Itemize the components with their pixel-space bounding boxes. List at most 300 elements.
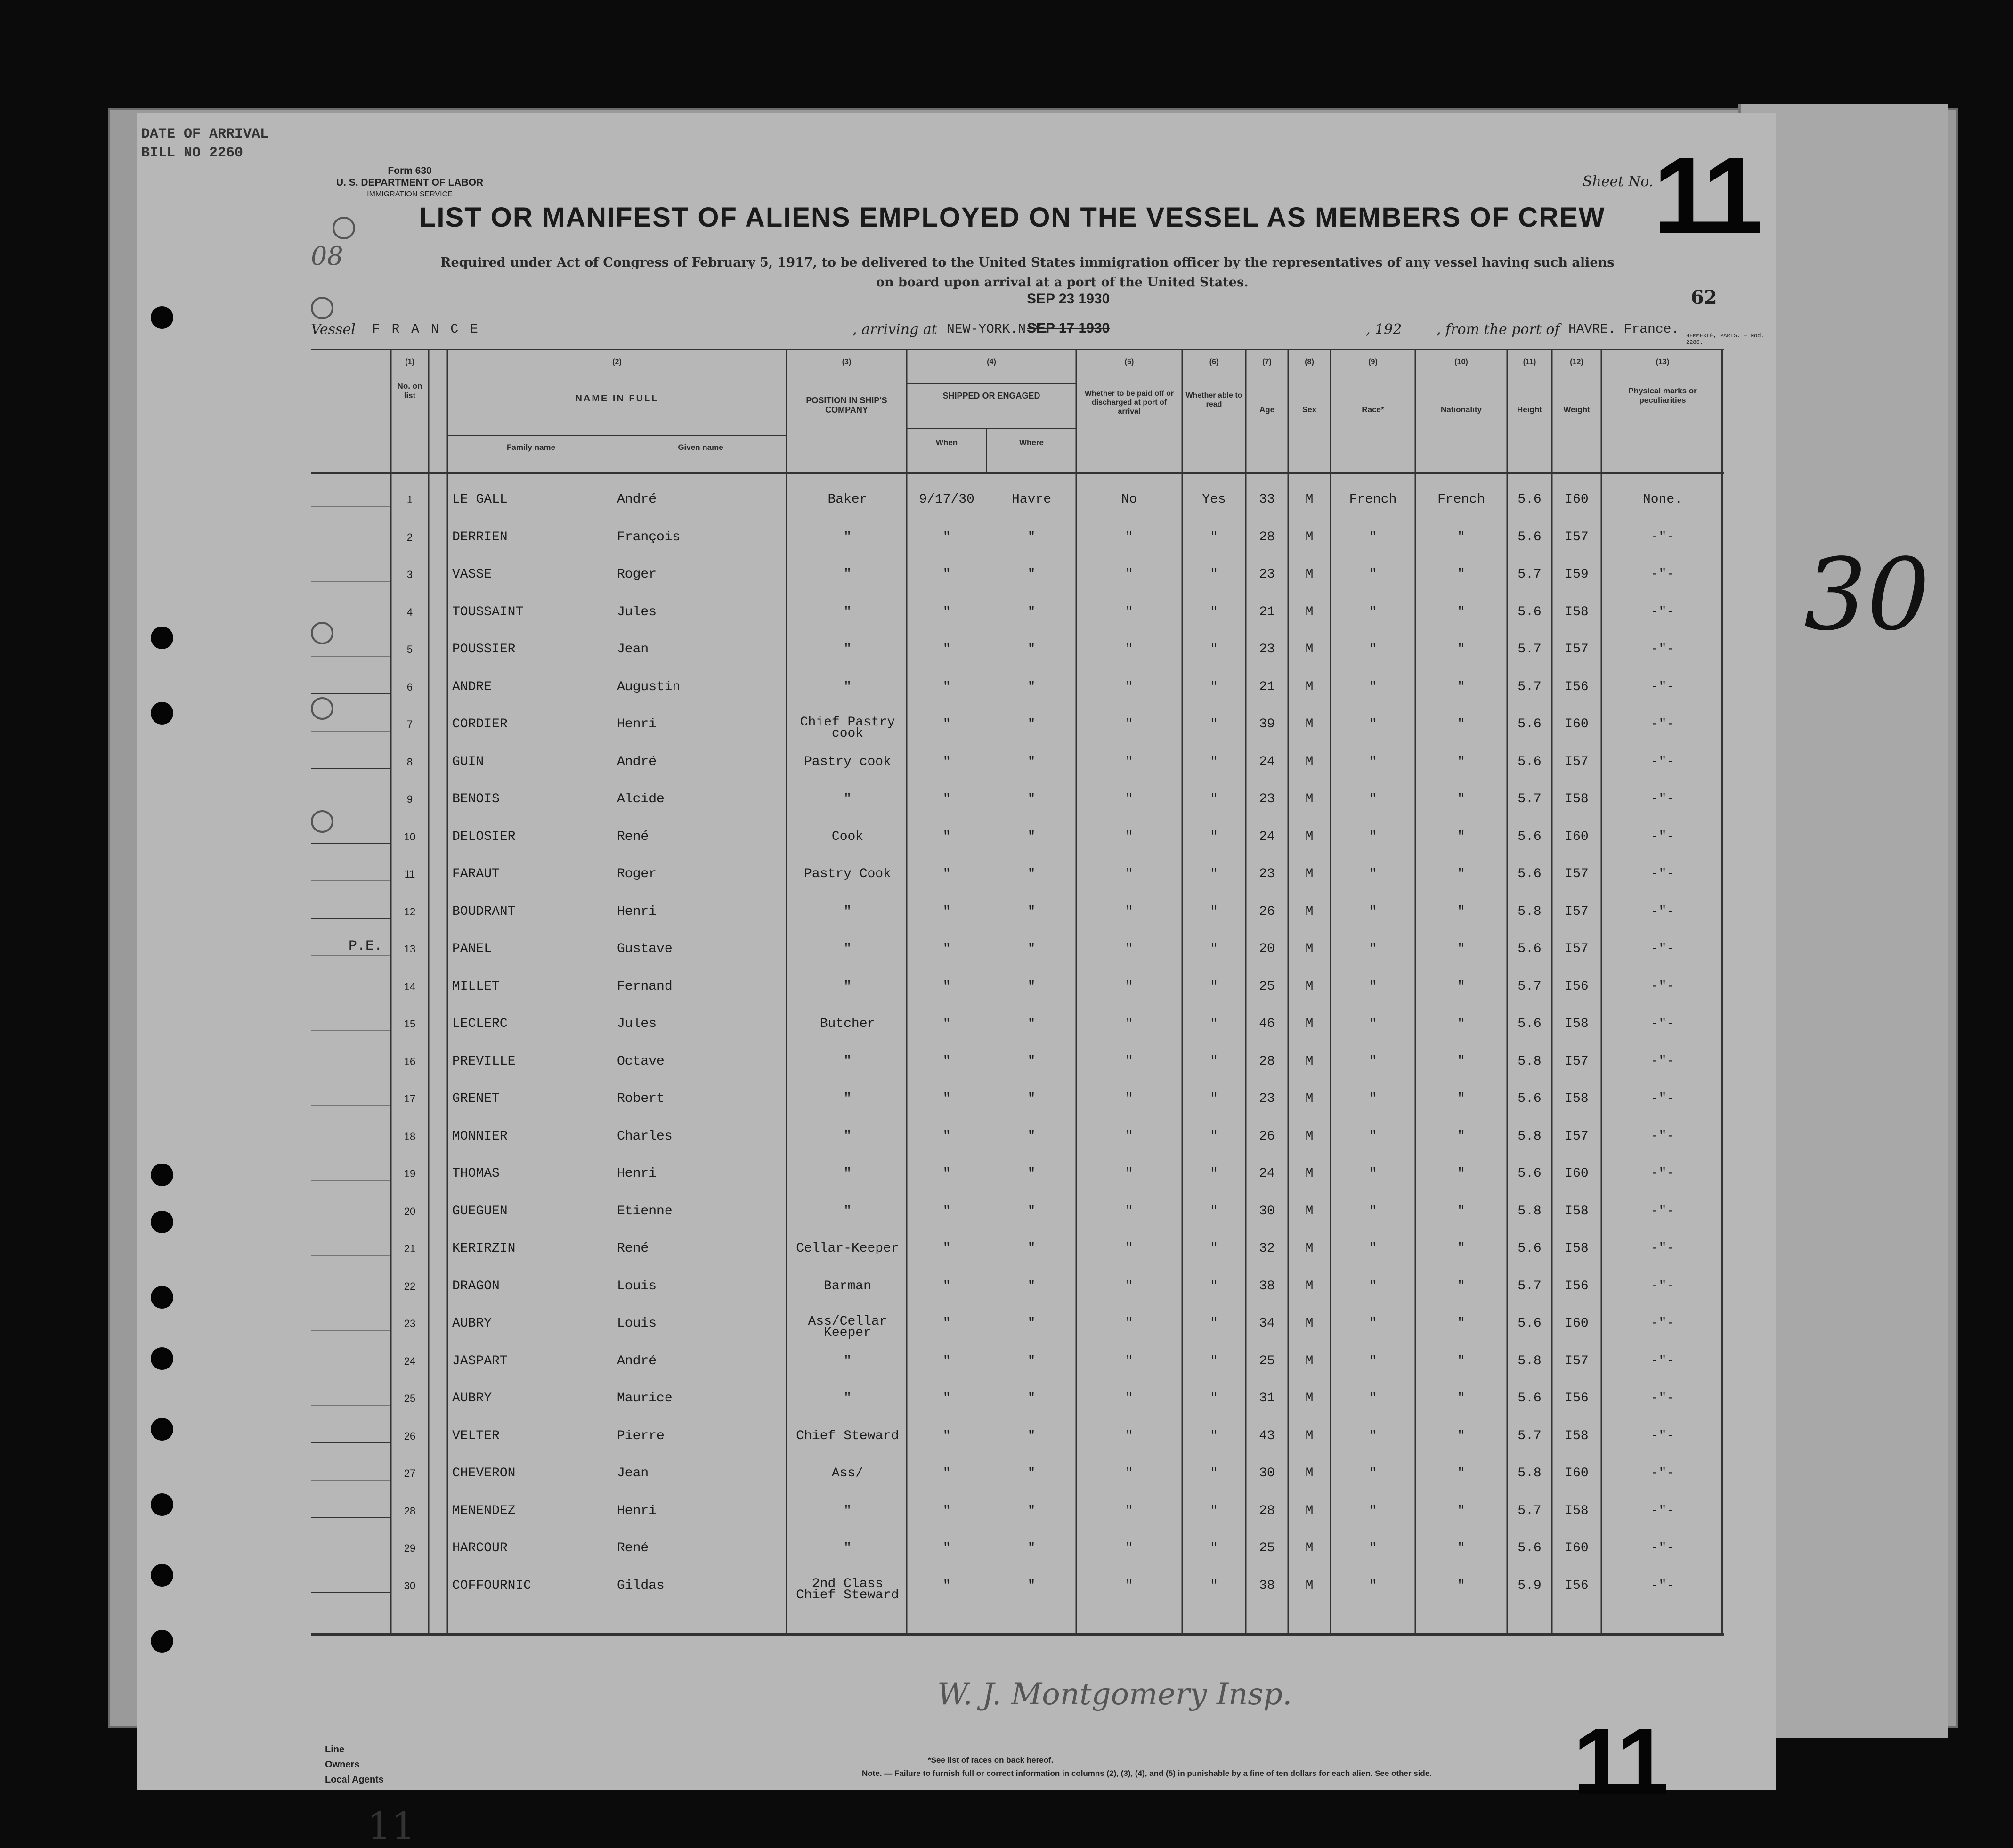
cell-when: "	[942, 1353, 951, 1368]
cell-paid: "	[1125, 1466, 1133, 1481]
cell-family: DERRIEN	[452, 529, 508, 545]
footer	[311, 1741, 1724, 1797]
cell-age: 31	[1259, 1391, 1275, 1406]
cell-height: 5.6	[1518, 829, 1542, 844]
header-race: Race*	[1362, 405, 1384, 414]
cell-marks: -"-	[1650, 679, 1675, 694]
cell-no: 4	[406, 606, 413, 618]
cell-read: "	[1210, 567, 1218, 582]
cell-race: "	[1369, 1391, 1377, 1406]
cell-race: "	[1369, 1091, 1377, 1106]
struck-date-stamp: SEP 17 1930	[1027, 320, 1110, 336]
cell-race: "	[1369, 1466, 1377, 1481]
cell-given: Roger	[617, 567, 657, 582]
year-label: , 192	[1366, 321, 1402, 338]
cell-sex: M	[1305, 942, 1314, 956]
cell-position: Barman	[824, 1278, 871, 1294]
cell-no: 2	[406, 531, 413, 543]
cell-sex: M	[1305, 1241, 1314, 1256]
cell-given: Henri	[617, 904, 657, 919]
cell-read: "	[1210, 1578, 1218, 1593]
punch-hole	[151, 1211, 173, 1233]
cell-weight: I60	[1565, 717, 1589, 732]
cell-read: "	[1210, 642, 1218, 657]
cell-marks: -"-	[1650, 754, 1675, 769]
margin-number: 11	[367, 1804, 415, 1848]
cell-when: "	[942, 1428, 951, 1443]
cell-height: 5.6	[1518, 1541, 1542, 1555]
cell-position: "	[844, 1503, 852, 1518]
penalty-note: Note. — Failure to furnish full or correct information in columns (2), (3), (4), and (5) in punishable by a fine of ten dollars for each alien. See other side.	[862, 1769, 1432, 1778]
races-note: *See list of races on back hereof.	[928, 1756, 1054, 1765]
cell-where: "	[1027, 792, 1036, 806]
cell-weight: I56	[1565, 979, 1589, 994]
cell-position: "	[844, 904, 852, 919]
cell-race: "	[1369, 717, 1377, 732]
cell-family: THOMAS	[452, 1166, 500, 1181]
cell-given: Henri	[617, 1503, 657, 1518]
cell-where: "	[1027, 604, 1036, 619]
cell-sex: M	[1305, 1391, 1314, 1406]
cell-position: "	[844, 942, 852, 956]
cell-paid: "	[1125, 1353, 1133, 1368]
cell-weight: I60	[1565, 1541, 1589, 1555]
cell-family: COFFOURNIC	[452, 1578, 532, 1593]
cell-age: 26	[1259, 1129, 1275, 1144]
cell-height: 5.7	[1518, 1428, 1542, 1443]
cell-sex: M	[1305, 567, 1314, 582]
cell-where: "	[1027, 1204, 1036, 1219]
cell-nationality: "	[1457, 604, 1465, 619]
cell-read: "	[1210, 1017, 1218, 1031]
header-given-name: Given name	[678, 443, 723, 452]
cell-read: "	[1210, 679, 1218, 694]
manifest-table	[311, 349, 1724, 1738]
cell-position: Ass/	[831, 1466, 864, 1481]
cell-marks: -"-	[1650, 1017, 1675, 1031]
cell-age: 32	[1259, 1241, 1275, 1256]
cell-when: 9/17/30	[919, 492, 974, 507]
cell-nationality: "	[1457, 1204, 1465, 1219]
col-num-11: (11)	[1523, 358, 1536, 366]
cell-no: 22	[404, 1280, 416, 1292]
cell-age: 30	[1259, 1204, 1275, 1219]
cell-marks: -"-	[1650, 1129, 1675, 1144]
cell-given: Gildas	[617, 1578, 665, 1593]
cell-when: "	[942, 1204, 951, 1219]
cell-read: "	[1210, 979, 1218, 994]
ring-hole	[333, 217, 355, 239]
cell-given: Robert	[617, 1091, 665, 1106]
cell-paid: "	[1125, 604, 1133, 619]
cell-sex: M	[1305, 1428, 1314, 1443]
cell-when: "	[942, 1578, 951, 1593]
cell-nationality: French	[1437, 492, 1485, 507]
cell-age: 24	[1259, 754, 1275, 769]
cell-position: Ass/Cellar Keeper	[808, 1314, 887, 1340]
cell-weight: I56	[1565, 679, 1589, 694]
cell-weight: I57	[1565, 942, 1589, 956]
cell-marks: -"-	[1650, 642, 1675, 657]
cell-age: 38	[1259, 1278, 1275, 1294]
cell-weight: I57	[1565, 754, 1589, 769]
cell-given: André	[617, 492, 657, 507]
bottom-sheet-number: 11	[1573, 1709, 1665, 1814]
cell-paid: "	[1125, 1054, 1133, 1069]
cell-race: "	[1369, 867, 1377, 881]
cell-age: 23	[1259, 792, 1275, 806]
cell-nationality: "	[1457, 792, 1465, 806]
cell-family: CHEVERON	[452, 1466, 516, 1481]
cell-family: VELTER	[452, 1428, 500, 1443]
cell-read: "	[1210, 942, 1218, 956]
cell-position: Butcher	[820, 1017, 876, 1031]
cell-position: "	[844, 642, 852, 657]
cell-family: MENENDEZ	[452, 1503, 516, 1518]
vessel-label: Vessel	[311, 321, 356, 338]
cell-paid: "	[1125, 754, 1133, 769]
cell-read: "	[1210, 1241, 1218, 1256]
cell-no: 27	[404, 1467, 416, 1479]
cell-position: "	[844, 792, 852, 806]
cell-age: 28	[1259, 1503, 1275, 1518]
col-num-10: (10)	[1454, 358, 1468, 366]
cell-when: "	[942, 567, 951, 582]
cell-read: "	[1210, 1391, 1218, 1406]
cell-where: "	[1027, 1541, 1036, 1555]
stamp-line-2: BILL NO 2260	[141, 145, 244, 161]
cell-weight: I57	[1565, 1353, 1589, 1368]
cell-given: Augustin	[617, 679, 681, 694]
col-num-1: (1)	[405, 358, 414, 366]
cell-nationality: "	[1457, 1091, 1465, 1106]
cell-paid: "	[1125, 1578, 1133, 1593]
cell-when: "	[942, 1391, 951, 1406]
cell-height: 5.7	[1518, 1503, 1542, 1518]
cell-family: PREVILLE	[452, 1054, 516, 1069]
cell-weight: I57	[1565, 1129, 1589, 1144]
cell-paid: "	[1125, 1316, 1133, 1331]
cell-marks: -"-	[1650, 529, 1675, 545]
cell-age: 43	[1259, 1428, 1275, 1443]
cell-when: "	[942, 1241, 951, 1256]
cell-position: "	[844, 1353, 852, 1368]
punch-hole	[151, 306, 173, 329]
header-no-on-list: No. on list	[397, 382, 422, 400]
punch-hole	[151, 702, 173, 725]
cell-where: "	[1027, 1129, 1036, 1144]
cell-age: 25	[1259, 1541, 1275, 1555]
cell-given: René	[617, 829, 649, 844]
cell-race: "	[1369, 1316, 1377, 1331]
cell-race: "	[1369, 904, 1377, 919]
cell-family: POUSSIER	[452, 642, 516, 657]
cell-nationality: "	[1457, 1428, 1465, 1443]
cell-marks: -"-	[1650, 1241, 1675, 1256]
cell-sex: M	[1305, 904, 1314, 919]
cell-nationality: "	[1457, 1278, 1465, 1294]
cell-no: 28	[404, 1505, 416, 1517]
cell-no: 13	[404, 943, 416, 955]
cell-no: 15	[404, 1018, 416, 1030]
header-age: Age	[1259, 405, 1275, 414]
cell-paid: "	[1125, 792, 1133, 806]
cell-marks: -"-	[1650, 904, 1675, 919]
cell-read: "	[1210, 717, 1218, 732]
cell-paid: "	[1125, 1428, 1133, 1443]
cell-sex: M	[1305, 1466, 1314, 1481]
vessel-value: F R A N C E	[372, 322, 480, 337]
cell-height: 5.7	[1518, 567, 1542, 582]
cell-given: Louis	[617, 1316, 657, 1331]
cell-age: 30	[1259, 1466, 1275, 1481]
cell-given: Gustave	[617, 942, 673, 956]
cell-age: 38	[1259, 1578, 1275, 1593]
footer-agents-label: Local Agents	[325, 1775, 384, 1785]
cell-given: Louis	[617, 1278, 657, 1294]
cell-weight: I56	[1565, 1391, 1589, 1406]
corner-annotation: 08	[311, 241, 343, 271]
cell-weight: I58	[1565, 1241, 1589, 1256]
cell-weight: I59	[1565, 567, 1589, 582]
cell-age: 21	[1259, 604, 1275, 619]
cell-position: Chief Pastry cook	[800, 715, 895, 741]
cell-nationality: "	[1457, 1316, 1465, 1331]
cell-race: "	[1369, 1428, 1377, 1443]
cell-family: LE GALL	[452, 492, 508, 507]
subtitle-line-2: on board upon arrival at a port of the United States.	[876, 275, 1249, 290]
cell-position: Pastry Cook	[804, 867, 891, 881]
cell-read: "	[1210, 1129, 1218, 1144]
footer-owners-label: Owners	[325, 1759, 360, 1770]
cell-sex: M	[1305, 1054, 1314, 1069]
cell-age: 23	[1259, 642, 1275, 657]
cell-family: AUBRY	[452, 1316, 492, 1331]
cell-given: Jules	[617, 1017, 657, 1031]
cell-when: "	[942, 867, 951, 881]
cell-where: "	[1027, 829, 1036, 844]
cell-when: "	[942, 1091, 951, 1106]
subtitle-line-1: Required under Act of Congress of February 5, 1917, to be delivered to the United States immigration officer by the representatives of any vessel having such aliens	[440, 255, 1615, 270]
cell-weight: I56	[1565, 1578, 1589, 1593]
cell-given: Henri	[617, 717, 657, 732]
cell-paid: "	[1125, 529, 1133, 545]
cell-height: 5.9	[1518, 1578, 1542, 1593]
cell-age: 23	[1259, 867, 1275, 881]
cell-no: 16	[404, 1055, 416, 1067]
cell-given: Jean	[617, 642, 649, 657]
header-position: POSITION IN SHIP'S COMPANY	[806, 396, 887, 415]
cell-weight: I58	[1565, 604, 1589, 619]
cell-when: "	[942, 604, 951, 619]
cell-read: "	[1210, 1541, 1218, 1555]
cell-given: François	[617, 529, 681, 545]
cell-race: "	[1369, 1166, 1377, 1181]
cell-race: "	[1369, 642, 1377, 657]
cell-family: GUEGUEN	[452, 1204, 508, 1219]
cell-position: Cellar-Keeper	[796, 1241, 899, 1256]
cell-nationality: "	[1457, 754, 1465, 769]
cell-weight: I57	[1565, 529, 1589, 545]
cell-race: "	[1369, 1578, 1377, 1593]
cell-where: "	[1027, 1054, 1036, 1069]
sheet-label: Sheet No.	[1583, 173, 1654, 190]
cell-marks: -"-	[1650, 1428, 1675, 1443]
cell-paid: "	[1125, 1091, 1133, 1106]
cell-weight: I57	[1565, 642, 1589, 657]
cell-no: 29	[404, 1542, 416, 1554]
cell-race: "	[1369, 1541, 1377, 1555]
cell-weight: I57	[1565, 1054, 1589, 1069]
cell-no: 10	[404, 830, 416, 843]
col-num-13: (13)	[1656, 358, 1670, 366]
cell-read: "	[1210, 1316, 1218, 1331]
cell-marks: -"-	[1650, 1091, 1675, 1106]
cell-paid: "	[1125, 942, 1133, 956]
cell-paid: "	[1125, 679, 1133, 694]
cell-read: Yes	[1202, 492, 1226, 507]
cell-weight: I60	[1565, 829, 1589, 844]
cell-marks: -"-	[1650, 979, 1675, 994]
cell-race: "	[1369, 1278, 1377, 1294]
cell-height: 5.7	[1518, 679, 1542, 694]
cell-race: "	[1369, 567, 1377, 582]
cell-when: "	[942, 1503, 951, 1518]
cell-age: 21	[1259, 679, 1275, 694]
arrival-stamp	[141, 125, 320, 163]
cell-given: Jules	[617, 604, 657, 619]
cell-read: "	[1210, 754, 1218, 769]
cell-height: 5.6	[1518, 1316, 1542, 1331]
cell-sex: M	[1305, 1353, 1314, 1368]
cell-no: 7	[406, 718, 413, 730]
col-num-3: (3)	[842, 358, 852, 366]
cell-height: 5.6	[1518, 1091, 1542, 1106]
cell-race: "	[1369, 1017, 1377, 1031]
cell-no: 18	[404, 1130, 416, 1142]
cell-race: "	[1369, 529, 1377, 545]
cell-where: "	[1027, 1353, 1036, 1368]
cell-paid: "	[1125, 1241, 1133, 1256]
punch-hole	[151, 1418, 173, 1441]
cell-height: 5.6	[1518, 492, 1542, 507]
cell-no: 23	[404, 1318, 416, 1329]
cell-age: 28	[1259, 529, 1275, 545]
cell-family: GUIN	[452, 754, 484, 769]
cell-age: 33	[1259, 492, 1275, 507]
cell-position: "	[844, 1391, 852, 1406]
cell-age: 28	[1259, 1054, 1275, 1069]
cell-given: Maurice	[617, 1391, 673, 1406]
date-stamp: SEP 23 1930	[1027, 291, 1110, 307]
cell-marks: -"-	[1650, 1541, 1675, 1555]
cell-nationality: "	[1457, 529, 1465, 545]
cell-height: 5.6	[1518, 717, 1542, 732]
cell-age: 24	[1259, 1166, 1275, 1181]
cell-height: 5.8	[1518, 1466, 1542, 1481]
cell-paid: "	[1125, 642, 1133, 657]
cell-height: 5.7	[1518, 979, 1542, 994]
cell-given: Alcide	[617, 792, 665, 806]
cell-no: 19	[404, 1168, 416, 1180]
cell-no: 5	[406, 643, 413, 655]
cell-no: 9	[406, 793, 413, 805]
cell-position: "	[844, 1091, 852, 1106]
cell-where: "	[1027, 942, 1036, 956]
cell-nationality: "	[1457, 1466, 1465, 1481]
cell-nationality: "	[1457, 867, 1465, 881]
cell-where: "	[1027, 567, 1036, 582]
cell-race: "	[1369, 604, 1377, 619]
cell-nationality: "	[1457, 1166, 1465, 1181]
cell-weight: I57	[1565, 867, 1589, 881]
cell-weight: I60	[1565, 1316, 1589, 1331]
cell-position: "	[844, 1054, 852, 1069]
cell-marks: None.	[1642, 492, 1682, 507]
cell-sex: M	[1305, 754, 1314, 769]
cell-nationality: "	[1457, 679, 1465, 694]
cell-no: 3	[406, 569, 413, 580]
punch-hole	[151, 1564, 173, 1587]
cell-weight: I60	[1565, 492, 1589, 507]
cell-family: DRAGON	[452, 1278, 500, 1294]
cell-sex: M	[1305, 979, 1314, 994]
header-nationality: Nationality	[1441, 405, 1482, 414]
cell-nationality: "	[1457, 1578, 1465, 1593]
punch-hole	[151, 627, 173, 649]
cell-race: "	[1369, 1054, 1377, 1069]
cell-marks: -"-	[1650, 717, 1675, 732]
cell-no: 26	[404, 1430, 416, 1442]
cell-when: "	[942, 1166, 951, 1181]
cell-given: Charles	[617, 1129, 673, 1144]
department: U. S. DEPARTMENT OF LABOR	[336, 177, 484, 188]
cell-position: 2nd Class Chief Steward	[796, 1576, 899, 1603]
table-rules	[311, 349, 1724, 1738]
cell-read: "	[1210, 1054, 1218, 1069]
cell-family: HARCOUR	[452, 1541, 508, 1555]
cell-when: "	[942, 1316, 951, 1331]
cell-read: "	[1210, 1166, 1218, 1181]
cell-family: TOUSSAINT	[452, 604, 524, 619]
cell-family: BENOIS	[452, 792, 500, 806]
cell-where: "	[1027, 1428, 1036, 1443]
cell-marks: -"-	[1650, 792, 1675, 806]
header-height: Height	[1517, 405, 1542, 414]
cell-sex: M	[1305, 1204, 1314, 1219]
cell-family: FARAUT	[452, 867, 500, 881]
cell-family: KERIRZIN	[452, 1241, 516, 1256]
cell-family: JASPART	[452, 1353, 508, 1368]
cell-read: "	[1210, 1428, 1218, 1443]
cell-position: "	[844, 979, 852, 994]
cell-paid: "	[1125, 867, 1133, 881]
cell-position: Cook	[831, 829, 864, 844]
page-number: 62	[1691, 286, 1717, 309]
cell-age: 25	[1259, 979, 1275, 994]
cell-marks: -"-	[1650, 1578, 1675, 1593]
cell-family: MONNIER	[452, 1129, 508, 1144]
cell-when: "	[942, 904, 951, 919]
cell-race: "	[1369, 1129, 1377, 1144]
cell-race: "	[1369, 942, 1377, 956]
cell-race: "	[1369, 679, 1377, 694]
cell-paid: No	[1121, 492, 1137, 507]
cell-where: "	[1027, 1278, 1036, 1294]
cell-age: 25	[1259, 1353, 1275, 1368]
cell-where: "	[1027, 717, 1036, 732]
header-physical-marks: Physical marks or peculiarities	[1628, 386, 1697, 405]
